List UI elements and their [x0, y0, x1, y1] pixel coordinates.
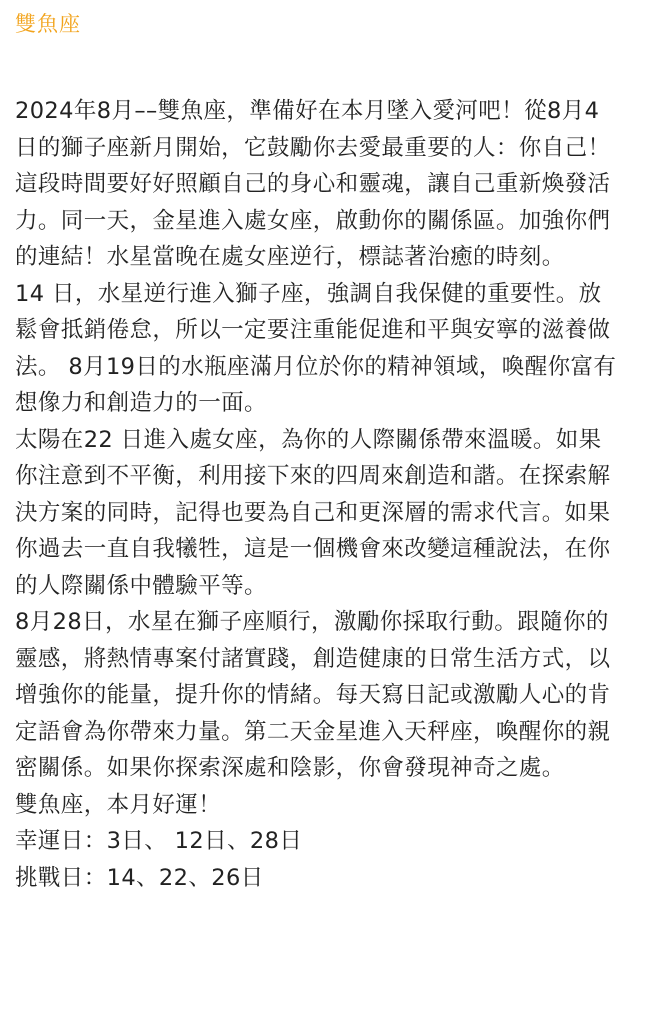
text-line: 定語會為你帶來力量。第二天金星進入天秤座，喚醒你的親 [15, 718, 611, 745]
text-line: 8月28日，水星在獅子座順行，激勵你採取行動。跟隨你的 [15, 609, 609, 635]
text-line: 決方案的同時，記得也要為自己和更深層的需求代言。如果 [15, 499, 611, 526]
text-line: 鬆會抵銷倦怠，所以一定要注重能促進和平與安寧的滋養做 [15, 317, 611, 343]
challenge-days-line: 挑戰日：14、22、26日 [15, 864, 264, 891]
text-line: 靈感，將熱情專案付諸實踐，創造健康的日常生活方式，以 [15, 645, 611, 672]
text-line: 2024年8月––雙魚座，準備好在本月墜入愛河吧！從8月4 [15, 98, 600, 124]
text-line: 增強你的能量，提升你的情緒。每天寫日記或激勵人心的肯 [15, 682, 611, 708]
article-body [15, 93, 643, 896]
text-line: 日的獅子座新月開始，它鼓勵你去愛最重要的人：你自己！ [15, 134, 611, 161]
closing-line: 雙魚座，本月好運！ [15, 791, 222, 818]
lucky-days-line: 幸運日：3日、 12日、28日 [15, 828, 303, 854]
text-line: 太陽在22 日進入處女座，為你的人際關係帶來溫暖。如果 [15, 426, 602, 453]
text-line: 這段時間要好好照顧自己的身心和靈魂，讓自己重新煥發活 [15, 171, 611, 197]
text-line: 你注意到不平衡，利用接下來的四周來創造和諧。在探索解 [15, 463, 611, 489]
text-line: 的人際關係中體驗平等。 [15, 572, 267, 599]
text-line: 14 日，水星逆行進入獅子座，強調自我保健的重要性。放 [15, 280, 602, 307]
text-line: 的連結！水星當晚在處女座逆行，標誌著治癒的時刻。 [15, 244, 565, 270]
text-line: 你過去一直自我犧牲，這是一個機會來改變這種說法，在你 [15, 536, 611, 562]
text-line: 密關係。如果你探索深處和陰影，你會發現神奇之處。 [15, 755, 565, 781]
page-title: 雙魚座 [15, 12, 81, 36]
text-line: 想像力和創造力的一面。 [15, 390, 267, 416]
text-line: 法。 8月19日的水瓶座滿月位於你的精神領域，喚醒你富有 [15, 353, 617, 380]
text-line: 力。同一天，金星進入處女座，啟動你的關係區。加強你們 [15, 207, 611, 234]
